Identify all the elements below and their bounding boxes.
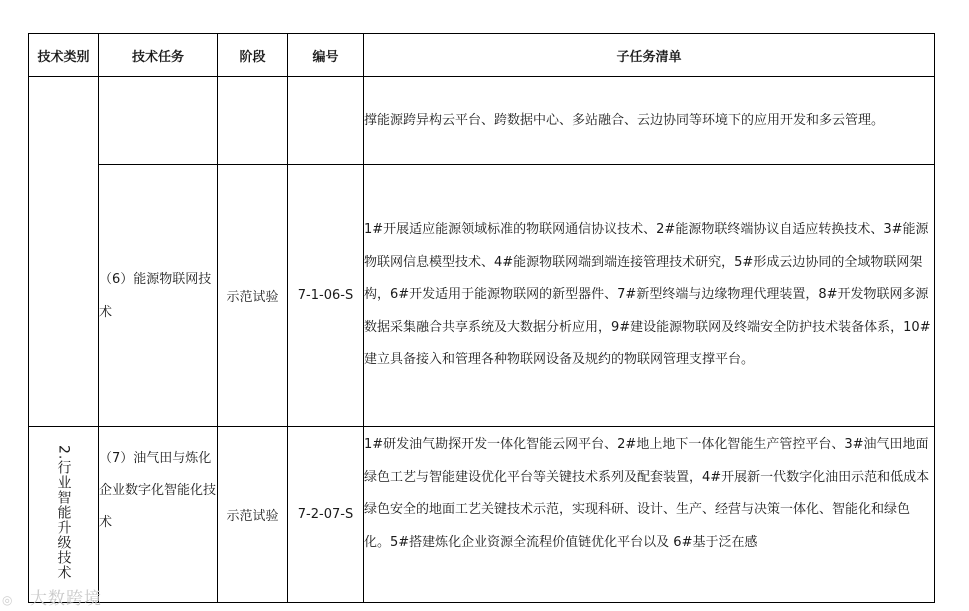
table-header-row bbox=[29, 34, 935, 77]
stage-cell: 示范试验 bbox=[218, 165, 288, 427]
watermark-logo-icon: ◎ bbox=[2, 593, 14, 607]
category-cell-empty bbox=[29, 77, 99, 427]
subtasks-cell: 1#研发油气勘探开发一体化智能云网平台、2#地上地下一体化智能生产管控平台、3#油气田地面绿色工艺与智能建设优化平台等关键技术系列及配套装置，4#开展新一代数字化油田示范和低成本绿色安全的地面工艺关键技术示范，实现科研、设计、生产、经营与决策一体化、智能化和绿色化。5#搭建炼化企业资源全流程价值链优化平台以及 6#基于泛在感 bbox=[364, 427, 935, 603]
table-row bbox=[29, 427, 935, 603]
header-stage: 阶段 bbox=[218, 34, 288, 77]
task-cell-empty bbox=[99, 77, 218, 165]
header-subtasks: 子任务清单 bbox=[364, 34, 935, 77]
technology-task-table bbox=[28, 33, 935, 603]
stage-cell: 示范试验 bbox=[218, 427, 288, 603]
subtasks-cell: 1#开展适应能源领域标准的物联网通信协议技术、2#能源物联终端协议自适应转换技术、3#能源物联网信息模型技术、4#能源物联网端到端连接管理技术研究，5#形成云边协同的全域物联网架构，6#开发适用于能源物联网的新型器件、7#新型终端与边缘物理代理装置，8#开发物联网多源数据采集融合共享系统及大数据分析应用，9#建设能源物联网及终端安全防护技术装备体系，10#建立具备接入和管理各种物联网设备及规约的物联网管理支撑平台。 bbox=[364, 165, 935, 427]
header-task: 技术任务 bbox=[99, 34, 218, 77]
watermark-text: 大数跨境 bbox=[30, 589, 102, 609]
category-cell bbox=[29, 427, 99, 603]
subtasks-cell: 撑能源跨异构云平台、跨数据中心、多站融合、云边协同等环境下的应用开发和多云管理。 bbox=[364, 77, 935, 165]
code-cell-empty bbox=[288, 77, 364, 165]
header-category: 技术类别 bbox=[29, 34, 99, 77]
code-cell: 7-2-07-S bbox=[288, 427, 364, 603]
task-cell: （7）油气田与炼化企业数字化智能化技术 bbox=[99, 427, 218, 603]
watermark bbox=[2, 584, 102, 609]
code-cell: 7-1-06-S bbox=[288, 165, 364, 427]
task-cell: （6）能源物联网技术 bbox=[99, 165, 218, 427]
stage-cell-empty bbox=[218, 77, 288, 165]
category-label: 2.行业智能升级技术 bbox=[55, 444, 72, 581]
header-code: 编号 bbox=[288, 34, 364, 77]
table-row bbox=[29, 165, 935, 427]
table-row bbox=[29, 77, 935, 165]
